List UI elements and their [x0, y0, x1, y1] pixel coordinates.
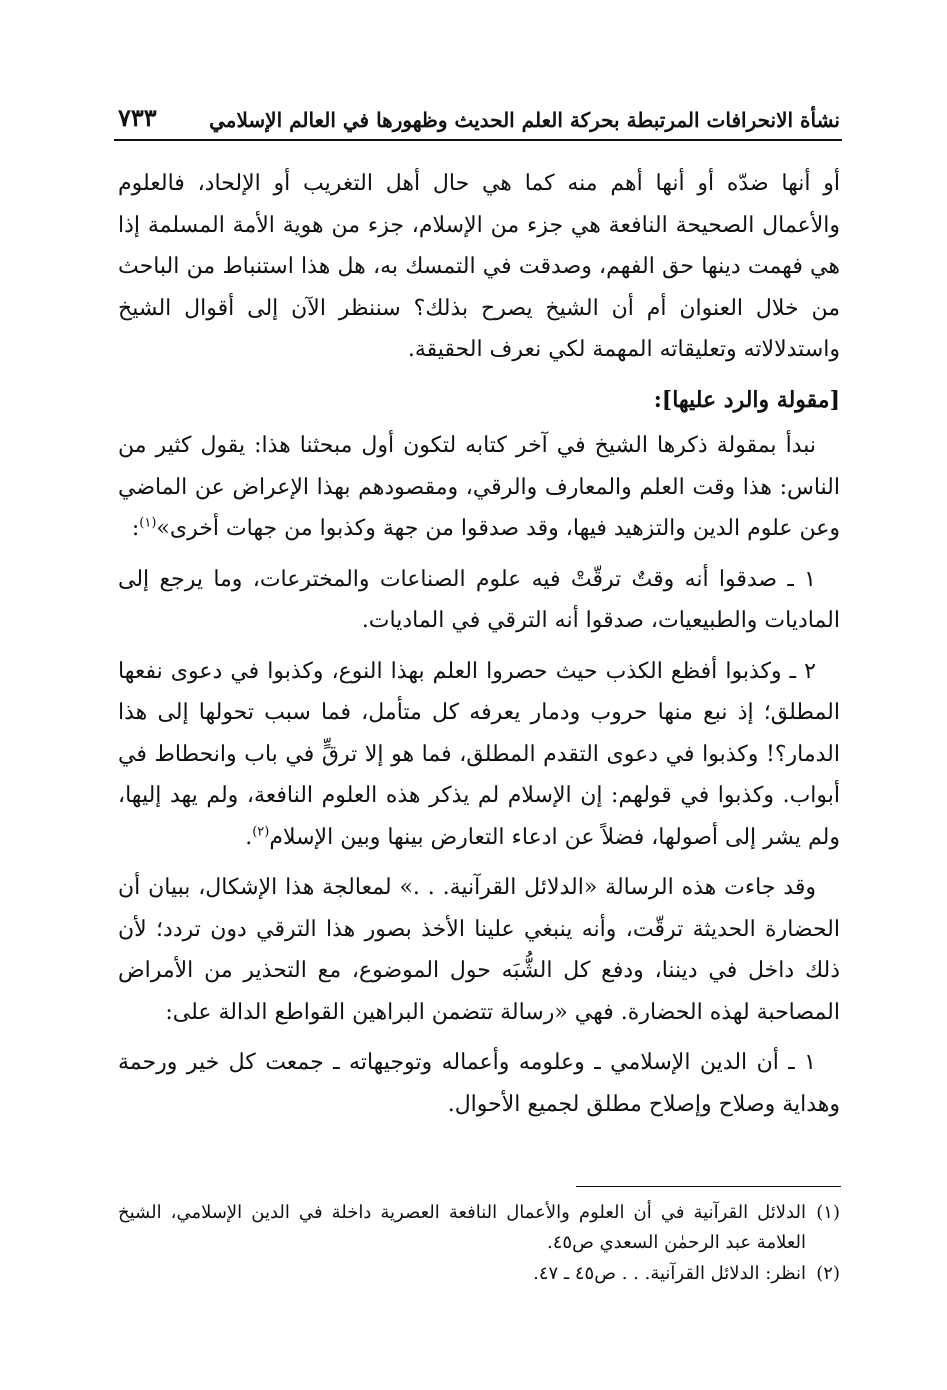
footnotes — [118, 1198, 840, 1290]
paragraph-2-tail: : — [131, 516, 140, 541]
header-rule — [114, 139, 842, 141]
running-title: نشأة الانحرافات المرتبطة بحركة العلم الحديث وظهورها في العالم الإسلامي — [209, 108, 840, 132]
paragraph-4 — [118, 651, 840, 859]
footnote-1-text: الدلائل القرآنية في أن العلوم والأعمال النافعة العصرية داخلة في الدين الإسلامي، الشيخ العلامة عبد الرحمٰن السعدي ص٤٥. — [118, 1202, 806, 1253]
paragraph-2 — [118, 425, 840, 550]
paragraph-4-tail: . — [245, 824, 253, 850]
paragraph-5: وقد جاءت هذه الرسالة «الدلائل القرآنية. . .» لمعالجة هذا الإشكال، ببيان أن الحضارة الحديثة ترقّت، وأنه ينبغي علينا الأخذ بصور هذا الترقي دون تردد؛ لأن ذلك داخل في ديننا، ودفع كل الشُّبَه حول الموضوع، مع التحذير من الأمراض المصاحبة لهذه الحضارة. فهي «رسالة تتضمن البراهين القواطع الدالة على: — [118, 875, 840, 1025]
footnote-2-text: انظر: الدلائل القرآنية. . . ص٤٥ ـ ٤٧. — [533, 1263, 806, 1284]
section-heading: [مقولة والرد عليها]: — [653, 386, 840, 413]
paragraph-4-text: ٢ ـ وكذبوا أفظع الكذب حيث حصروا العلم بهذا النوع، وكذبوا في دعوى نفعها المطلق؛ إذ نبع منها حروب ودمار يعرفه كل متأمل، فما سبب تحولها إلى هذا الدمار؟! وكذبوا في دعوى التقدم المطلق، فما هو إلا ترقٍّ في باب وانحطاط في أبواب. وكذبوا في قولهم: إن الإسلام لم يذكر هذه العلوم النافعة، ولم يهد إليها، ولم يشر إلى أصولها، فضلاً عن ادعاء التعارض بينها وبين الإسلام — [118, 658, 840, 850]
footnote-2 — [118, 1259, 840, 1289]
paragraph-2-text: نبدأ بمقولة ذكرها الشيخ في آخر كتابه لتكون أول مبحثنا هذا: يقول كثير من الناس: هذا وقت العلم والمعارف والرقي، ومقصودهم بهذا الإعراض عن الماضي وعن علوم الدين والتزهيد فيها، وقد صدقوا من جهة وكذبوا من جهات أخرى» — [118, 433, 841, 541]
page-header — [118, 92, 840, 132]
footnote-1-mark: (١) — [816, 1202, 840, 1223]
paragraph-6: ١ ـ أن الدين الإسلامي ـ وعلومه وأعماله وتوجيهاته ـ جمعت كل خير ورحمة وهداية وصلاح وإصلاح مطلق لجميع الأحوال. — [118, 1050, 840, 1117]
footnote-rule — [576, 1186, 841, 1187]
paragraph-1: أو أنها ضدّه أو أنها أهم منه كما هي حال أهل التغريب أو الإلحاد، فالعلوم والأعمال الصحيحة النافعة هي جزء من الإسلام، جزء من هوية الأمة المسلمة إذا هي فهمت دينها حق الفهم، وصدقت في التمسك به، هل هذا استنباط من الباحث من خلال العنوان أم أن الشيخ يصرح بذلك؟ سننظر الآن إلى أقوال الشيخ واستدلالاته وتعليقاته المهمة لكي نعرف الحقيقة. — [118, 171, 840, 362]
page-number: ٧٣٣ — [118, 103, 157, 132]
footnote-2-mark: (٢) — [816, 1263, 840, 1284]
paragraph-3: ١ ـ صدقوا أنه وقتٌ ترقّتْ فيه علوم الصناعات والمخترعات، وما يرجع إلى الماديات والطبيعيات، صدقوا أنه الترقي في الماديات. — [118, 566, 840, 633]
footnote-1 — [118, 1198, 840, 1258]
footnote-ref-1: (١) — [139, 515, 157, 531]
footnote-ref-2: (٢) — [252, 824, 270, 840]
main-text — [118, 163, 840, 1134]
